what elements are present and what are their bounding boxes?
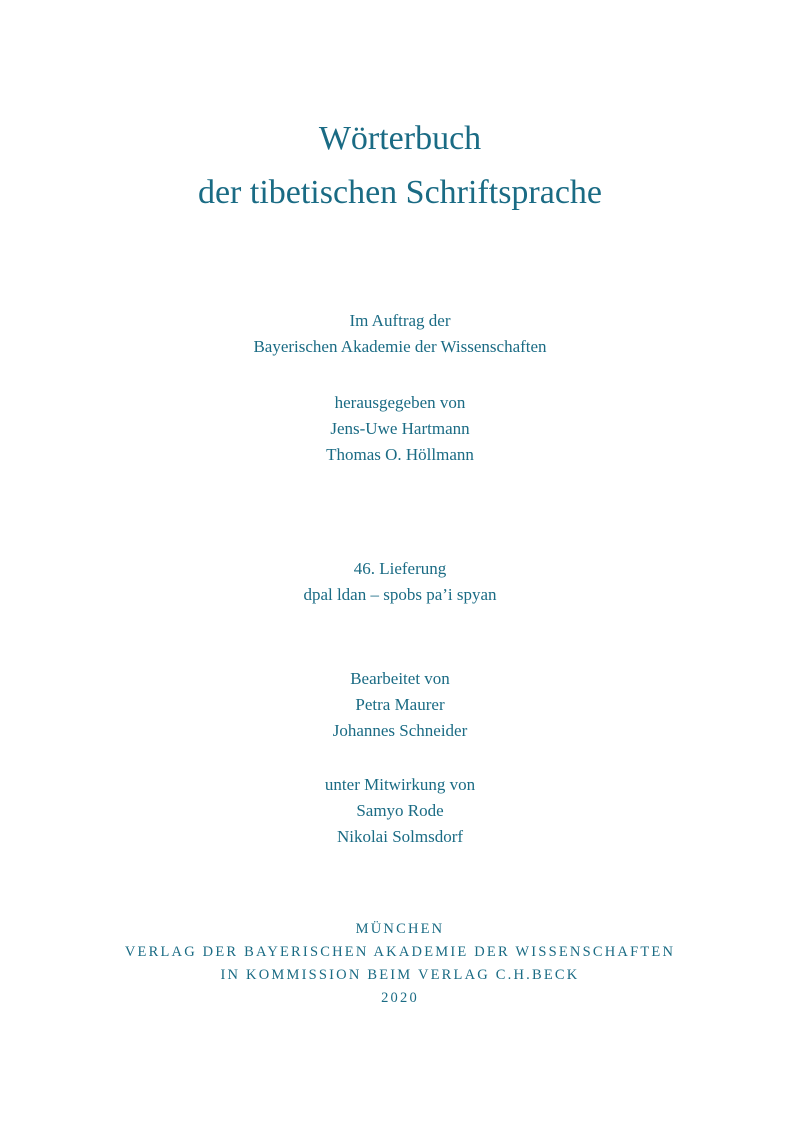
issue-range: dpal ldan – spobs pa’i spyan xyxy=(303,585,497,604)
publisher-line-2: IN KOMMISSION BEIM VERLAG C.H.BECK xyxy=(220,967,580,983)
commission-line-2: Bayerischen Akademie der Wissenschaften xyxy=(253,337,547,356)
publisher-city: MÜNCHEN xyxy=(355,921,445,937)
reviser-name: Petra Maurer xyxy=(355,695,445,714)
collaborators-block xyxy=(0,772,800,850)
collaborator-name: Nikolai Solmsdorf xyxy=(336,827,464,846)
book-title-line-2: der tibetischen Schriftsprache xyxy=(197,174,603,211)
collaborators-label: unter Mitwirkung von xyxy=(324,775,476,794)
editor-name: Thomas O. Höllmann xyxy=(326,445,474,464)
book-title-line-1: Wörterbuch xyxy=(318,120,482,157)
book-title xyxy=(0,112,800,220)
editor-name: Jens-Uwe Hartmann xyxy=(330,419,470,438)
publisher-line-1: VERLAG DER BAYERISCHEN AKADEMIE DER WISSENSCHAFTEN xyxy=(124,944,676,960)
revisers-label: Bearbeitet von xyxy=(350,669,450,688)
commission-line-1: Im Auftrag der xyxy=(349,311,451,330)
revisers-block xyxy=(0,666,800,744)
editors-block xyxy=(0,390,800,468)
collaborator-name: Samyo Rode xyxy=(356,801,444,820)
reviser-name: Johannes Schneider xyxy=(332,721,468,740)
issue-number: 46. Lieferung xyxy=(353,559,447,578)
publisher-imprint xyxy=(0,918,800,1010)
publication-year: 2020 xyxy=(381,990,419,1006)
editors-label: herausgegeben von xyxy=(334,393,466,412)
commission-statement xyxy=(0,308,800,360)
issue-block xyxy=(0,556,800,608)
